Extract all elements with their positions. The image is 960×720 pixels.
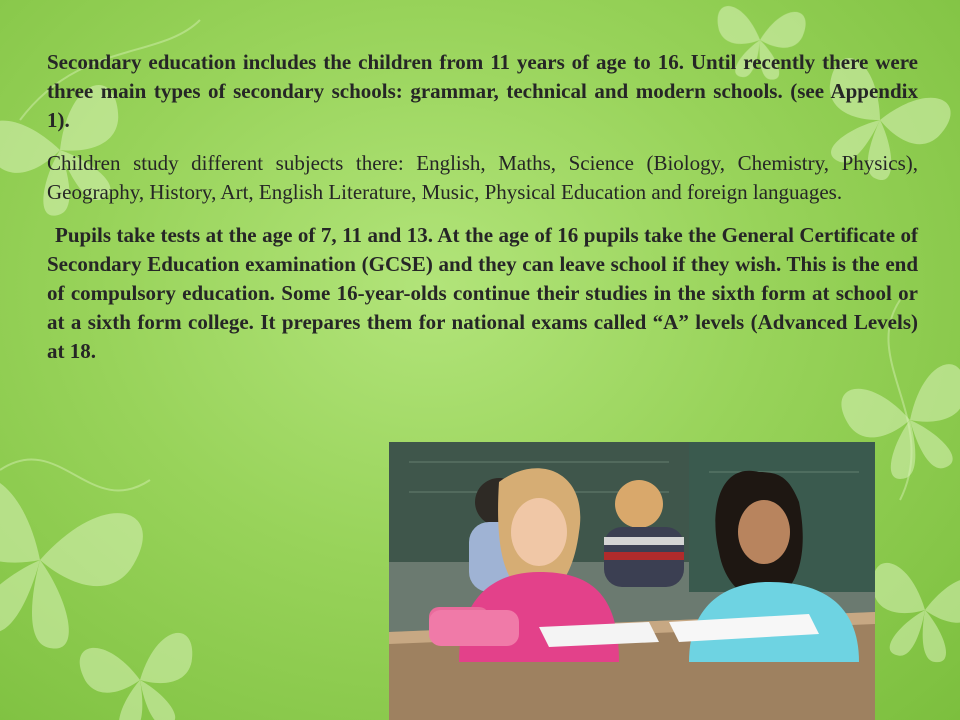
classroom-photo — [389, 442, 875, 720]
paragraph-secondary-education: Secondary education includes the children from 11 years of age to 16. Until recently there were three main types of secondary schools: grammar, technical and modern schools. (see Appendix 1). — [47, 50, 918, 132]
paragraph-tests: Pupils take tests at the age of 7, 11 and 13. At the age of 16 pupils take the General Certificate of Secondary Education examination (GCSE) and they can leave school if they wish. This is the end of compulsory education. Some 16-year-olds continue their studies in the sixth form at school or at a sixth form college. It prepares them for national exams called “A” levels (Advanced Levels) at 18. — [47, 223, 918, 363]
text-block — [47, 48, 918, 380]
butterfly-icon — [0, 471, 148, 664]
butterfly-icon — [77, 631, 204, 720]
butterfly-icon — [861, 561, 960, 669]
paragraph-subjects: Children study different subjects there: English, Maths, Science (Biology, Chemistry, Physics), Geography, History, Art, English Literature, Music, Physical Education and foreign languages. — [47, 151, 918, 204]
